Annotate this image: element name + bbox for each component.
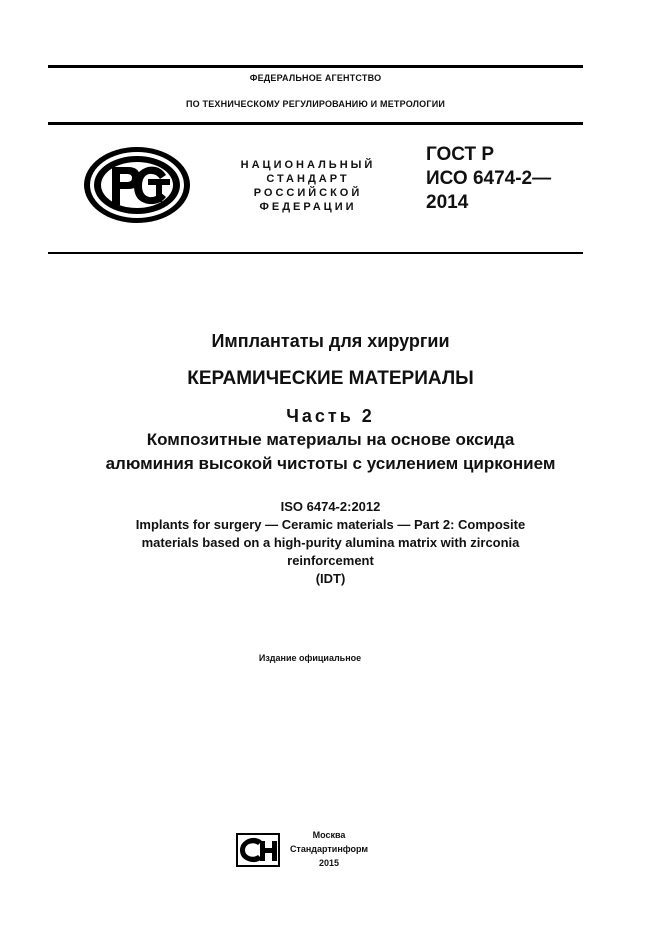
header-rule (48, 122, 583, 125)
designation-rule (48, 252, 583, 254)
iso-reference: ISO 6474-2:2012 (280, 499, 381, 514)
national-standard-line-1: НАЦИОНАЛЬНЫЙ (240, 159, 376, 171)
national-standard-line-3: РОССИЙСКОЙ (253, 187, 363, 199)
publisher-year: 2015 (318, 858, 340, 868)
publisher-name: Стандартинформ (289, 844, 369, 854)
iso-title-line-3: reinforcement (287, 553, 374, 568)
agency-line-1: ФЕДЕРАЛЬНОЕ АГЕНТСТВО (249, 73, 382, 83)
main-title: КЕРАМИЧЕСКИЕ МАТЕРИАЛЫ (187, 368, 474, 389)
iso-idt-label: (IDT) (315, 571, 346, 586)
publisher-info (283, 828, 375, 870)
part-description-line-1: Композитные материалы на основе оксида (146, 430, 515, 449)
standartinform-logo-icon (236, 833, 280, 867)
standard-designation (426, 143, 551, 215)
top-rule (48, 65, 583, 68)
national-standard-line-2: СТАНДАРТ (266, 173, 350, 185)
subject-title: Имплантаты для хирургии (211, 331, 450, 351)
national-standard-label (223, 158, 393, 214)
publisher-city: Москва (312, 830, 346, 840)
part-description-line-2: алюминия высокой чистоты с усилением цирконием (105, 454, 556, 473)
agency-line-2: ПО ТЕХНИЧЕСКОМУ РЕГУЛИРОВАНИЮ И МЕТРОЛОГИИ (185, 99, 446, 109)
rst-logo-icon (82, 145, 192, 225)
designation-line-2: ИСО 6474-2— (426, 168, 552, 189)
designation-line-3: 2014 (426, 192, 469, 213)
part-title: Часть 2 (286, 406, 375, 426)
iso-title-line-1: Implants for surgery — Ceramic materials — Part 2: Composite (135, 517, 526, 532)
part-description (0, 428, 661, 476)
edition-label: Издание официальное (258, 653, 362, 663)
iso-block (0, 498, 661, 588)
designation-line-1: ГОСТ Р (426, 144, 495, 165)
national-standard-line-4: ФЕДЕРАЦИИ (259, 201, 357, 213)
iso-title-line-2: materials based on a high-purity alumina matrix with zirconia (141, 535, 520, 550)
